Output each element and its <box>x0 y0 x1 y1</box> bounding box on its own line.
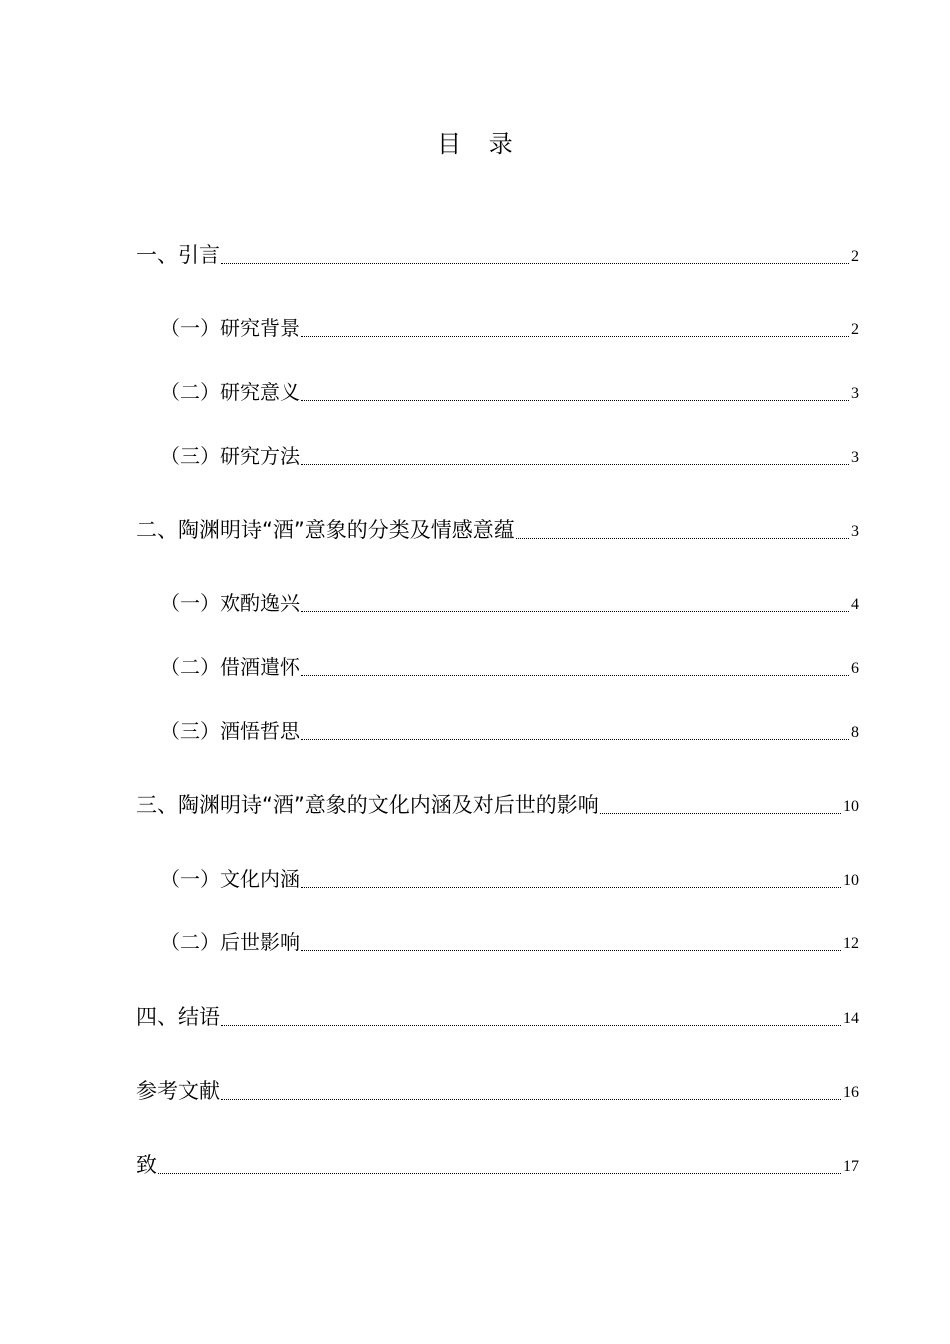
toc-entry-label: （二）借酒遣怀 <box>160 655 300 679</box>
toc-page-number: 14 <box>843 1010 859 1027</box>
toc-page-number: 4 <box>851 596 859 613</box>
toc-dot-leader <box>301 610 849 612</box>
toc-page-number: 17 <box>843 1158 859 1175</box>
toc-dot-leader <box>301 463 849 465</box>
toc-dot-leader <box>221 262 849 264</box>
toc-page-number: 3 <box>851 385 859 402</box>
toc-entry[interactable] <box>160 861 859 893</box>
toc-entry[interactable] <box>160 924 859 956</box>
toc-entry-label: （一）研究背景 <box>160 316 300 340</box>
toc-entry-label: （二）研究意义 <box>160 380 300 404</box>
toc-entry[interactable] <box>160 649 859 681</box>
toc-entry[interactable] <box>160 310 859 342</box>
toc-entry[interactable] <box>136 512 859 544</box>
toc-dot-leader <box>301 399 849 401</box>
toc-entry[interactable] <box>136 787 859 819</box>
toc-entry-label: 致 <box>136 1153 157 1177</box>
toc-page-number: 10 <box>843 798 859 815</box>
toc-entry[interactable] <box>136 999 859 1031</box>
toc-entry-label: 二、陶渊明诗“酒”意象的分类及情感意蕴 <box>136 518 515 542</box>
toc-entry-label: （一）欢酌逸兴 <box>160 591 300 615</box>
toc-entry-label: 参考文献 <box>136 1079 220 1103</box>
toc-entry[interactable] <box>136 237 859 269</box>
toc-entry-label: （二）后世影响 <box>160 930 300 954</box>
toc-page-number: 10 <box>843 872 859 889</box>
toc-dot-leader <box>516 537 849 539</box>
toc-entry-label: （三）酒悟哲思 <box>160 719 300 743</box>
toc-entry[interactable] <box>160 713 859 745</box>
toc-dot-leader <box>221 1024 841 1026</box>
toc-page-number: 16 <box>843 1084 859 1101</box>
toc-entry[interactable] <box>160 438 859 470</box>
toc-entry-label: （三）研究方法 <box>160 444 300 468</box>
toc-page-number: 3 <box>851 523 859 540</box>
toc-dot-leader <box>301 335 849 337</box>
toc-entry[interactable] <box>136 1073 859 1105</box>
toc-entry-label: （一）文化内涵 <box>160 867 300 891</box>
toc-dot-leader <box>301 674 849 676</box>
toc-entry[interactable] <box>160 374 859 406</box>
toc-dot-leader <box>221 1098 841 1100</box>
toc-entry-label: 一、引言 <box>136 243 220 267</box>
toc-dot-leader <box>158 1172 841 1174</box>
toc-page-number: 6 <box>851 660 859 677</box>
toc-page-number: 2 <box>851 321 859 338</box>
page-title: 目 录 <box>437 130 523 158</box>
toc-page-number: 2 <box>851 248 859 265</box>
toc-entry-label: 四、结语 <box>136 1005 220 1029</box>
toc-entry[interactable] <box>160 585 859 617</box>
toc-dot-leader <box>301 886 841 888</box>
toc-dot-leader <box>301 949 841 951</box>
toc-page-number: 3 <box>851 449 859 466</box>
toc-dot-leader <box>301 738 849 740</box>
toc-entry-label: 三、陶渊明诗“酒”意象的文化内涵及对后世的影响 <box>136 793 599 817</box>
toc-page-number: 8 <box>851 724 859 741</box>
toc-dot-leader <box>600 812 841 814</box>
toc-entry[interactable] <box>136 1147 859 1179</box>
toc-page-number: 12 <box>843 935 859 952</box>
